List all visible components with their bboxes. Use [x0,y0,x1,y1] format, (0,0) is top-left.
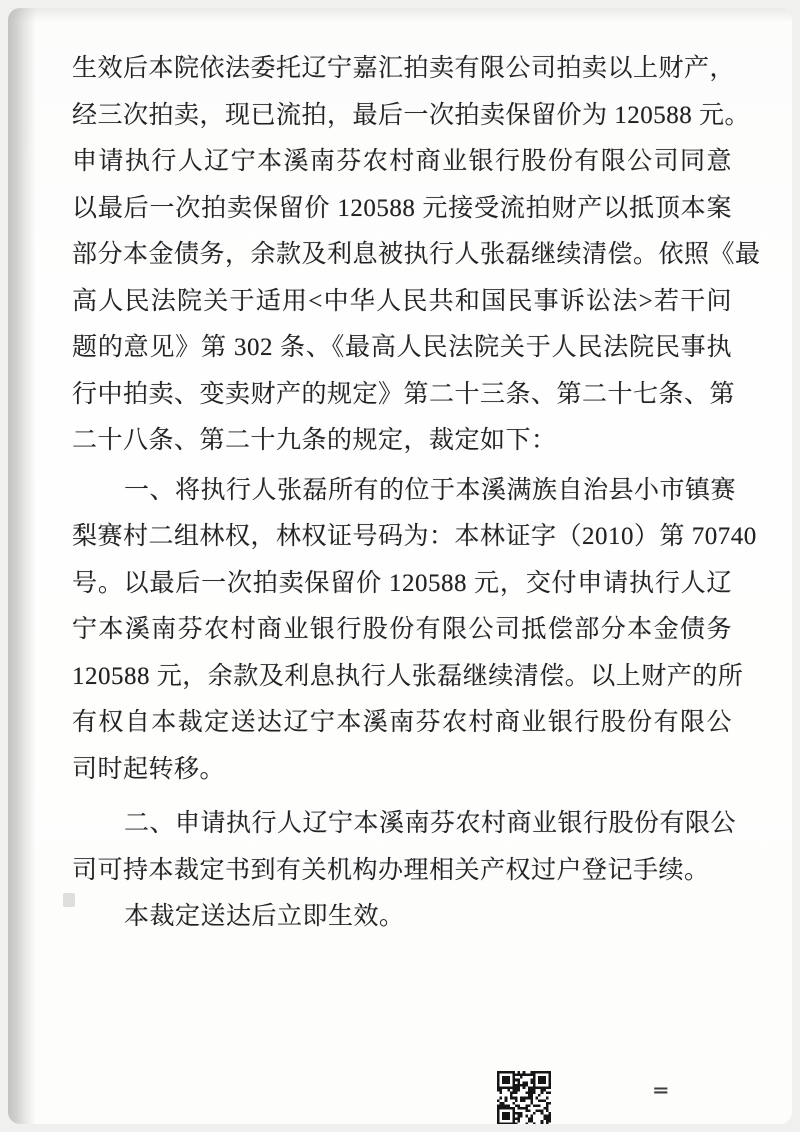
scan-smudge [63,893,75,907]
text-line: 梨赛村二组林权，林权证号码为：本林证字（2010）第 70740 [72,523,757,550]
text-line: 部分本金债务，余款及利息被执行人张磊继续清偿。依照《最 [72,241,761,268]
text-line: 二十八条、第二十九条的规定，裁定如下： [72,427,557,454]
document-text [72,46,761,941]
text-line: 经三次拍卖，现已流拍，最后一次拍卖保留价为 120588 元。 [72,101,751,129]
document-page [8,8,792,1124]
text-line: 二、申请执行人辽宁本溪南芬农村商业银行股份有限公 [124,810,737,837]
text-line: 120588 元，余款及利息执行人张磊继续清偿。以上财产的所 [72,662,744,690]
text-line: 行中拍卖、变卖财产的规定》第二十三条、第二十七条、第 [72,380,736,408]
text-line: 司可持本裁定书到有关机构办理相关产权过户登记手续。 [72,856,710,884]
text-line: 申请执行人辽宁本溪南芬农村商业银行股份有限公司同意 [72,148,732,175]
text-line: 题的意见》第 302 条、《最高人民法院关于人民法院民事执 [72,334,732,361]
text-line: 以最后一次拍卖保留价 120588 元接受流拍财产以抵顶本案 [72,194,732,222]
text-line: 高人民法院关于适用<中华人民共和国民事诉讼法>若干问 [72,287,732,315]
qr-code [497,1071,551,1124]
text-line: 有权自本裁定送达辽宁本溪南芬农村商业银行股份有限公 [72,709,732,736]
page-edge-shadow [8,8,36,1124]
text-line: 宁本溪南芬农村商业银行股份有限公司抵偿部分本金债务 [72,616,732,643]
text-line: 生效后本院依法委托辽宁嘉汇拍卖有限公司拍卖以上财产， [72,55,736,82]
text-line: 一、将执行人张磊所有的位于本溪满族自治县小市镇赛 [124,476,737,504]
page-top-shadow [8,8,792,22]
text-line: 本裁定送达后立即生效。 [124,903,405,930]
binding-equals-mark: = [652,1079,670,1101]
text-line: 号。以最后一次拍卖保留价 120588 元，交付申请执行人辽 [72,569,732,597]
text-line: 司时起转移。 [72,755,226,783]
